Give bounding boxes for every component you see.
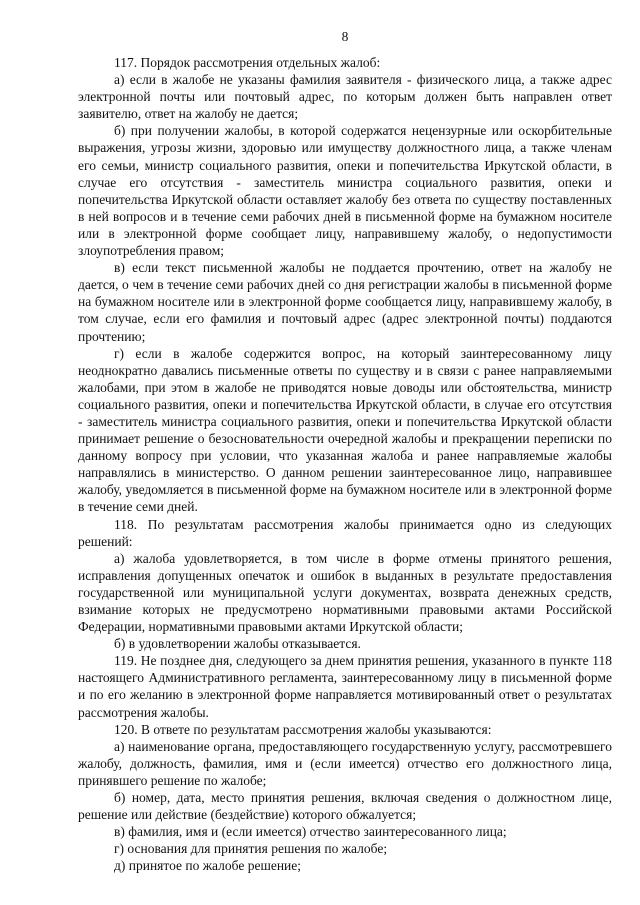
paragraph-120-g: г) основания для принятия решения по жалобе; — [114, 841, 388, 857]
paragraph-120-b: б) номер, дата, место принятия решения, включая сведения о должностном лице, решение или действие (бездействие) которого обжалуется; — [78, 790, 612, 823]
paragraph-120-heading: 120. В ответе по результатам рассмотрения жалобы указываются: — [114, 721, 492, 737]
paragraph-120-d: д) принятое по жалобе решение; — [114, 858, 302, 874]
page-number: 8 — [341, 29, 349, 44]
paragraph-117-v: в) если текст письменной жалобы не поддается прочтению, ответ на жалобу не дается, о чем в течение семи рабочих дней со дня регистрации жалобы в письменной форме на бумажном носителе или в электронной форме сообщается лицу, направившему жалобу, в том случае, если его фамилия и почтовый адрес (адрес электронной почты) поддаются прочтению; — [78, 260, 612, 344]
paragraph-120-a: а) наименование органа, предоставляющего государственную услугу, рассмотревшего жалобу, должность, фамилия, имя и (если имеется) отчество его должностного лица, принявшего решение по жалобе; — [78, 738, 612, 788]
paragraph-117-g: г) если в жалобе содержится вопрос, на который заинтересованному лицу неоднократно давались письменные ответы по существу и в связи с ранее направляемыми жалобами, при этом в жалобе не приводятся новые доводы или обстоятельства, министр социального развития, опеки и попечительства Иркутской области, в случае его отсутствия - заместитель министра социального развития, опеки и попечительства Иркутской области принимает решение о безосновательности очередной жалобы и прекращении переписки по данному вопросу при условии, что указанная жалоба и ранее направляемые жалобы направлялись в министерство. О данном решении заинтересованное лицо, направившее жалобу, уведомляется в письменной форме на бумажном носителе или в электронной форме в течение семи дней. — [78, 345, 612, 515]
paragraph-117-a: а) если в жалобе не указаны фамилия заявителя - физического лица, а также адрес электронной почты или почтовый адрес, по которым должен быть направлен ответ заявителю, ответ на жалобу не дается; — [78, 72, 612, 122]
document-body — [78, 54, 612, 875]
paragraph-117-b: б) при получении жалобы, в которой содержатся нецензурные или оскорбительные выражения, угрозы жизни, здоровью или имуществу должностного лица, а также членам его семьи, министр социального развития, опеки и попечительства Иркутской области, в случае его отсутствия - заместитель министра социального развития, опеки и попечительства Иркутской области оставляет жалобу без ответа по существу поставленных в ней вопросов и в течение семи рабочих дней в письменной форме на бумажном носителе или в электронной форме сообщает лицу, направившему жалобу, о недопустимости злоупотребления правом; — [78, 123, 612, 259]
paragraph-119: 119. Не позднее дня, следующего за днем принятия решения, указанного в пункте 118 настоящего Административного регламента, заинтересованному лицу в письменной форме и по его желанию в электронной форме направляется мотивированный ответ о результатах рассмотрения жалобы. — [78, 653, 612, 720]
paragraph-118-b: б) в удовлетворении жалобы отказывается. — [114, 636, 361, 652]
paragraph-118-heading: 118. По результатам рассмотрения жалобы принимается одно из следующих решений: — [78, 516, 612, 549]
paragraph-117-heading: 117. Порядок рассмотрения отдельных жалоб: — [114, 55, 381, 70]
paragraph-118-a: а) жалоба удовлетворяется, в том числе в форме отмены принятого решения, исправления допущенных опечаток и ошибок в выданных в результате предоставления государственной или муниципальной услуги документах, возврата денежных средств, взимание которых не предусмотрено нормативными правовыми актами Российской Федерации, нормативными правовыми актами Иркутской области; — [78, 550, 612, 635]
paragraph-120-v: в) фамилия, имя и (если имеется) отчество заинтересованного лица; — [114, 824, 507, 840]
